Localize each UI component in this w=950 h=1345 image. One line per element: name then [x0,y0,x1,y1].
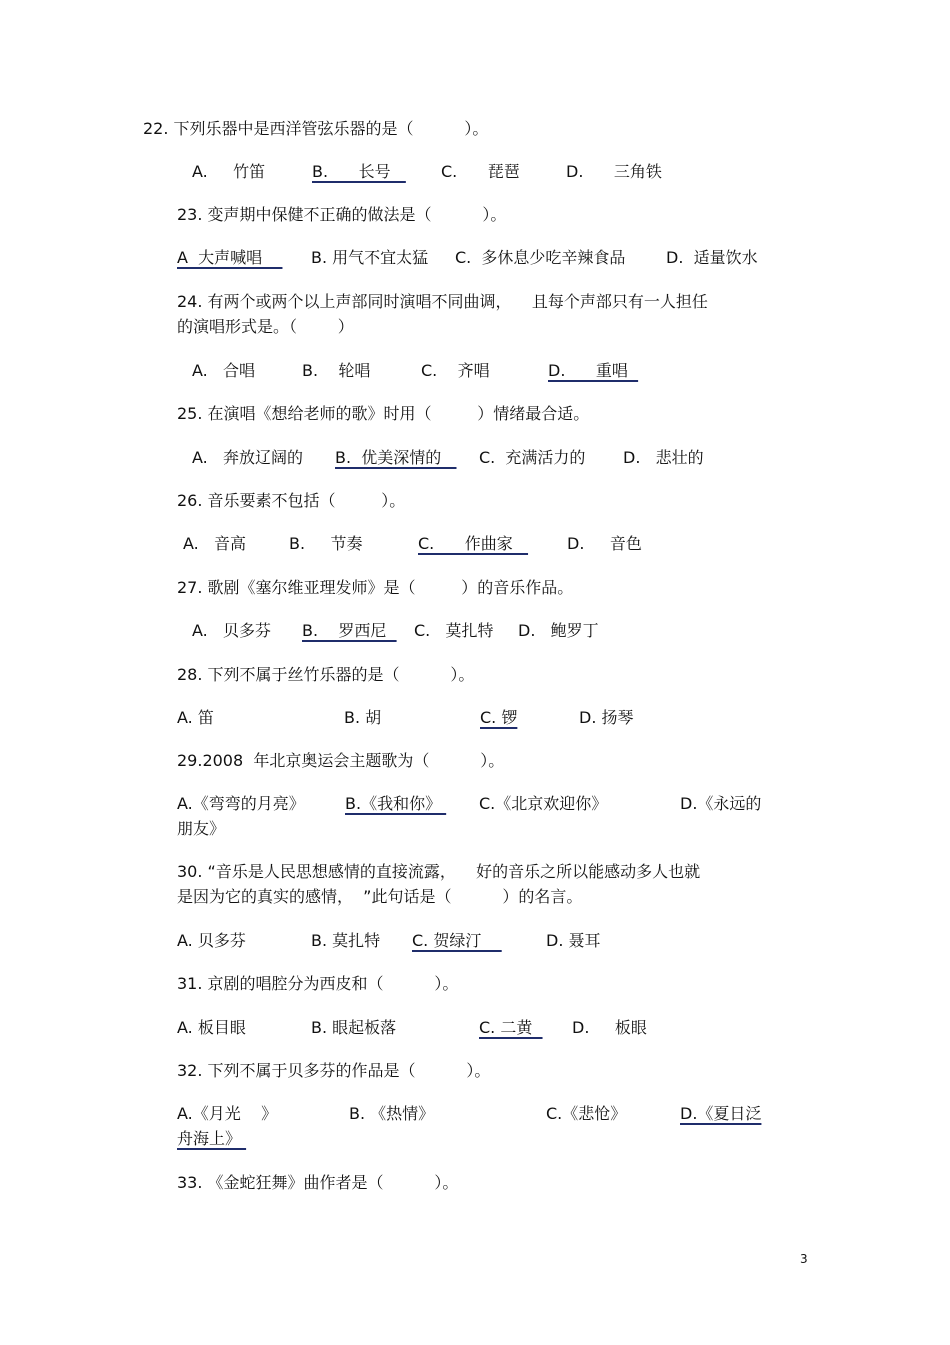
question-30-stem: 30. “音乐是人民思想感情的直接流露， 好的音乐之所以能感动多人也就 [177,862,701,881]
q23-option-c: C. 多休息少吃辛辣食品 [455,248,626,267]
q29-option-b-answer: B.《我和你》 [345,794,447,813]
q26-option-b: B. 节奏 [289,534,363,553]
q23-option-a-answer: A 大声喊唱 [177,248,283,267]
question-23-stem: 23. 变声期中保健不正确的做法是（ ）。 [177,205,507,224]
question-29-stem: 29.2008 年北京奥运会主题歌为（ ）。 [177,751,505,770]
q32-option-d-answer: D.《夏日泛 [680,1104,762,1123]
q31-option-c-answer: C. 二黄 [479,1018,543,1037]
q24-option-d-answer: D. 重唱 [548,361,639,380]
q25-option-a: A. 奔放辽阔的 [192,448,304,467]
q24-option-b: B. 轮唱 [302,361,371,380]
question-24-stem-cont: 的演唱形式是。（ ） [177,317,354,336]
question-27-stem: 27. 歌剧《塞尔维亚理发师》是（ ）的音乐作品。 [177,578,574,597]
q28-option-c-answer: C. 锣 [480,708,518,727]
q31-option-d: D. 板眼 [572,1018,647,1037]
q32-option-d-cont: 舟海上》 [177,1129,247,1148]
question-30-stem-cont: 是因为它的真实的感情， ”此句话是（ ）的名言。 [177,887,583,906]
q28-option-d: D. 扬琴 [579,708,634,727]
q26-option-c-answer: C. 作曲家 [418,534,529,553]
q29-option-c: C.《北京欢迎你》 [479,794,608,813]
q30-option-b: B. 莫扎特 [311,931,381,950]
q22-option-c: C. 琵琶 [441,162,520,181]
q23-option-b: B. 用气不宜太猛 [311,248,429,267]
q26-option-d: D. 音色 [567,534,642,553]
q30-option-d: D. 聂耳 [546,931,601,950]
question-31-stem: 31. 京剧的唱腔分为西皮和（ ）。 [177,974,459,993]
q32-option-c: C.《悲怆》 [546,1104,627,1123]
q25-option-d: D. 悲壮的 [623,448,704,467]
q22-option-d: D. 三角铁 [566,162,662,181]
question-25-stem: 25. 在演唱《想给老师的歌》时用（ ）情绪最合适。 [177,404,590,423]
q31-option-a: A. 板目眼 [177,1018,246,1037]
q27-option-a: A. 贝多芬 [192,621,272,640]
q26-option-a: A. 音高 [183,534,247,553]
page-number: 3 [800,1252,808,1266]
question-26-stem: 26. 音乐要素不包括（ ）。 [177,491,406,510]
q32-option-a: A.《月光 》 [177,1104,278,1123]
q31-option-b: B. 眼起板落 [311,1018,397,1037]
q25-option-c: C. 充满活力的 [479,448,586,467]
q27-option-d: D. 鲍罗丁 [518,621,599,640]
q28-option-b: B. 胡 [344,708,382,727]
q29-option-d: D.《永远的 [680,794,762,813]
q29-option-d-cont: 朋友》 [177,819,226,838]
q27-option-b-answer: B. 罗西尼 [302,621,397,640]
q29-option-a: A.《弯弯的月亮》 [177,794,305,813]
q22-option-b-answer: B. 长号 [312,162,406,181]
q24-option-a: A. 合唱 [192,361,256,380]
q28-option-a: A. 笛 [177,708,214,727]
q30-option-a: A. 贝多芬 [177,931,246,950]
q25-option-b-answer: B. 优美深情的 [335,448,457,467]
q32-option-b: B. 《热情》 [349,1104,435,1123]
question-28-stem: 28. 下列不属于丝竹乐器的是（ ）。 [177,665,475,684]
question-32-stem: 32. 下列不属于贝多芬的作品是（ ）。 [177,1061,491,1080]
question-22-stem: 22. 下列乐器中是西洋管弦乐器的是（ ）。 [143,119,489,138]
question-33-stem: 33. 《金蛇狂舞》曲作者是（ ）。 [177,1173,459,1192]
question-24-stem: 24. 有两个或两个以上声部同时演唱不同曲调， 且每个声部只有一人担任 [177,292,708,311]
q22-option-a: A. 竹笛 [192,162,266,181]
q30-option-c-answer: C. 贺绿汀 [412,931,502,950]
q24-option-c: C. 齐唱 [421,361,490,380]
q27-option-c: C. 莫扎特 [414,621,494,640]
q23-option-d: D. 适量饮水 [666,248,758,267]
